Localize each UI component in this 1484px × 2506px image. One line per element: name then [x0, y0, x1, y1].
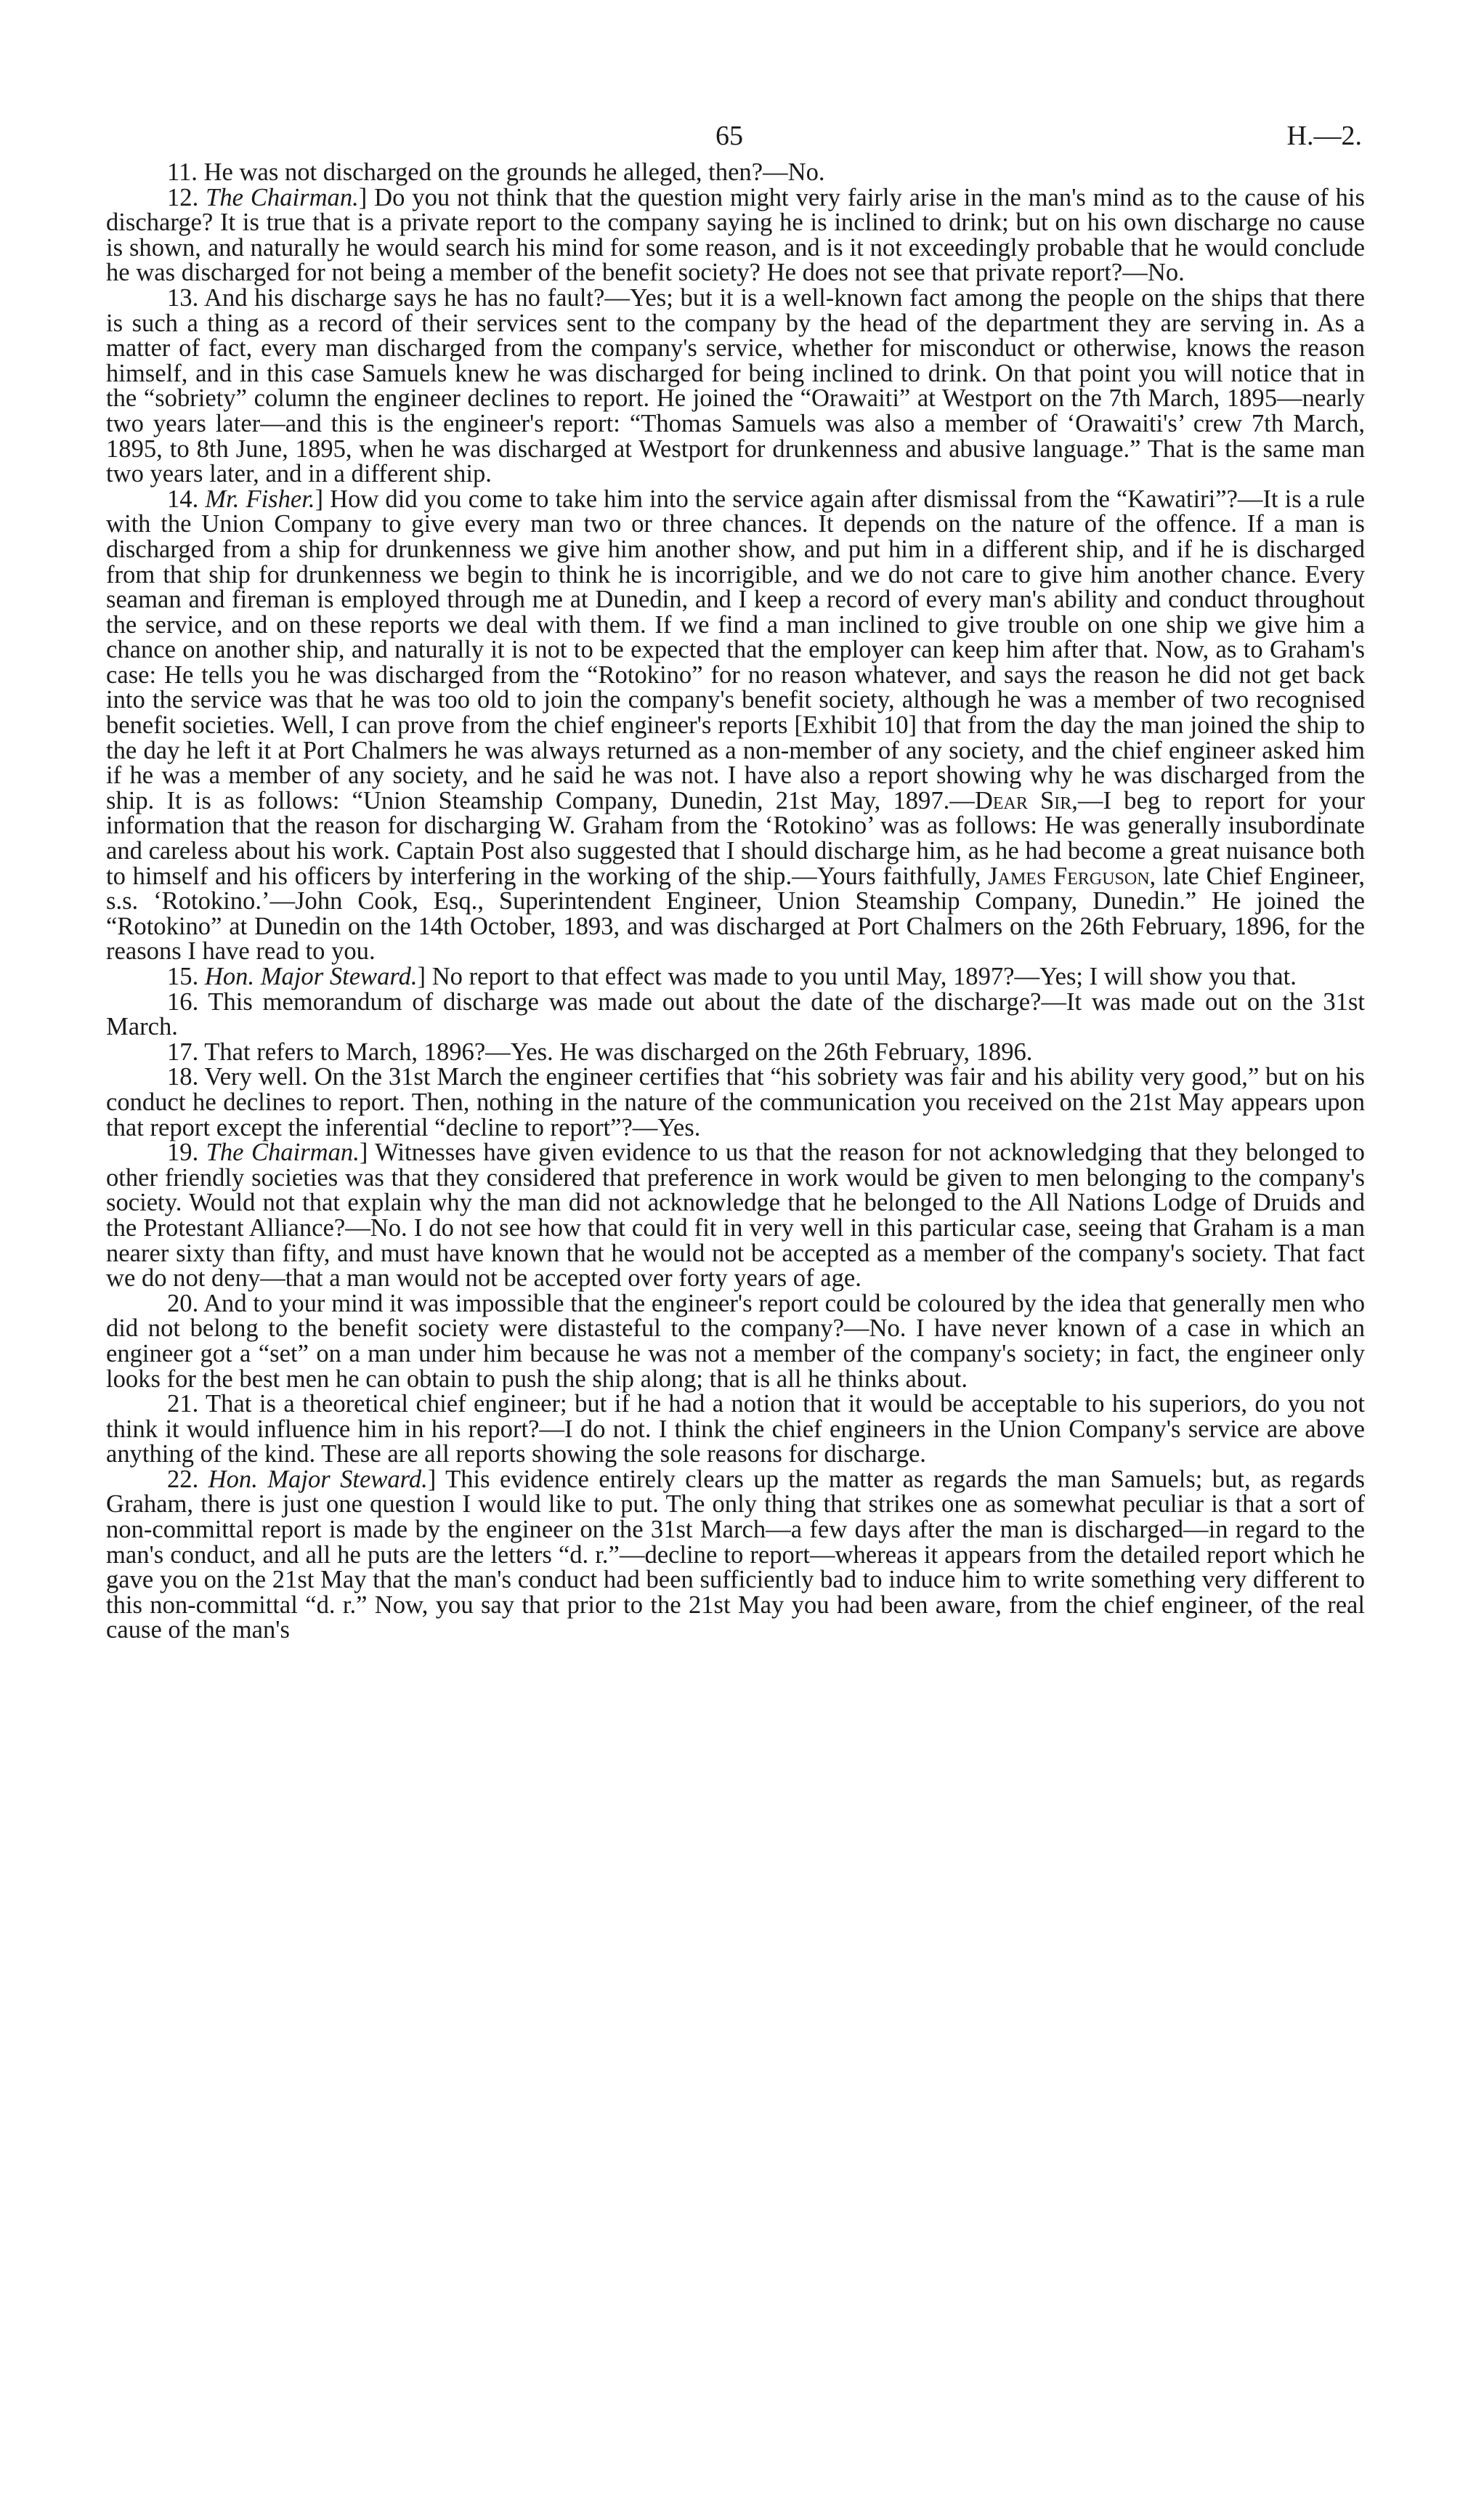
question-19: 19. The Chairman.] Witnesses have given evidence to us that the reason for not acknowledging that they belonged to other friendly societies was that they considered that preference in work would be given to men belonging to the company's society. Would not that explain why the man did not acknowledge that he belonged to the All Nations Lodge of Druids and the Protestant Alliance?—No. I do not see how that could fit in very well in this particular case, seeing that Graham is a man nearer sixty than fifty, and must have known that he would not be accepted as a member of the company's society. That fact we do not deny—that a man would not be accepted over forty years of age.: [106, 1139, 1365, 1293]
speaker-name: Hon. Major Steward.: [208, 1465, 428, 1493]
speaker-name: Hon. Major Steward.: [204, 963, 418, 990]
question-11: 11. He was not discharged on the grounds he alleged, then?—No.: [167, 158, 825, 186]
question-16: 16. This memorandum of discharge was made out about the date of the discharge?—It was made out on the 31st March.: [106, 987, 1365, 1041]
question-22: 22. Hon. Major Steward.] This evidence entirely clears up the matter as regards the man Samuels; but, as regards Graham, there is just one question I would like to put. The only thing that strikes one as somewhat peculiar is that a sort of non-committal report is made by the engineer on the 31st March—a few days after the man is discharged—in regard to the man's conduct, and all he puts are the letters “d. r.”—decline to report—whereas it appears from the detailed report which he gave you on the 21st May that the man's conduct had been sufficiently bad to induce him to write something very different to this non-committal “d. r.” Now, you say that prior to the 21st May you had been aware, from the chief engineer, of the real cause of the man's: [106, 1465, 1365, 1644]
page-header: [106, 109, 1365, 160]
document-code: H.—2.: [1286, 121, 1362, 151]
letter-signatory: James Ferguson: [988, 862, 1150, 890]
question-12: 12. The Chairman.] Do you not think that the question might very fairly arise in the man's mind as to the cause of his discharge? It is true that is a private report to the company saying he is inclined to drink; but on his own discharge no cause is shown, and naturally he would search his mind for some reason, and is it not exceedingly probable that he would conclude he was discharged for not being a member of the benefit society? He does not see that private report?—No.: [106, 183, 1365, 287]
document-page: [106, 109, 1365, 1643]
question-15: 15. Hon. Major Steward.] No report to that effect was made to you until May, 1897?—Yes; I will show you that.: [167, 963, 1297, 990]
question-21: 21. That is a theoretical chief engineer; but if he had a notion that it would be acceptable to his superiors, do you not think it would influence him in his report?—I do not. I think the chief engineers in the Union Company's service are above anything of the kind. These are all reports showing the sole reasons for discharge.: [106, 1390, 1365, 1468]
speaker-name: The Chairman.: [206, 1139, 360, 1167]
page-number: 65: [715, 121, 743, 151]
speaker-name: The Chairman.: [206, 183, 359, 211]
question-13: 13. And his discharge says he has no fault?—Yes; but it is a well-known fact among the people on the ships that there is such a thing as a record of their services sent to the company by the head of the department they are serving in. As a matter of fact, every man discharged from the company's service, whether for misconduct or otherwise, knows the reason himself, and in this case Samuels knew he was discharged for being inclined to drink. On that point you will notice that in the “sobriety” column the engineer declines to report. He joined the “Orawaiti” at Westport on the 7th March, 1895—nearly two years later—and this is the engineer's report: “Thomas Samuels was also a member of ‘Orawaiti's’ crew 7th March, 1895, to 8th June, 1895, when he was discharged at Westport for drunkenness and abusive language.” That is the same man two years later, and in a different ship.: [106, 283, 1365, 488]
speaker-name: Mr. Fisher.: [205, 485, 315, 513]
question-18: 18. Very well. On the 31st March the engineer certifies that “his sobriety was fair and his ability very good,” but on his conduct he declines to report. Then, nothing in the nature of the communication you received on the 21st May appears upon that report except the inferential “decline to report”?—Yes.: [106, 1063, 1365, 1141]
question-17: 17. That refers to March, 1896?—Yes. He was discharged on the 26th February, 1896.: [167, 1038, 1033, 1066]
letter-salutation: Dear Sir: [974, 786, 1072, 815]
question-20: 20. And to your mind it was impossible that the engineer's report could be coloured by the idea that generally men who did not belong to the benefit society were distasteful to the company?—No. I have never known of a case in which an engineer got a “set” on a man under him because he was not a member of the company's society; in fact, the engineer only looks for the best men he can obtain to push the ship along; that is all he thinks about.: [106, 1289, 1365, 1393]
question-14: 14. Mr. Fisher.] How did you come to take him into the service again after dismissal from the “Kawatiri”?—It is a rule with the Union Company to give every man two or three chances. It depends on the nature of the offence. If a man is discharged from a ship for drunkenness we give him another show, and put him in a different ship, and if he is discharged from that ship for drunkenness we begin to think he is incorrigible, and we do not care to give him another chance. Every seaman and fireman is employed through me at Dunedin, and I keep a record of every man's ability and conduct throughout the service, and on these reports we deal with them. If we find a man inclined to give trouble on one ship we give him a chance on another ship, and naturally it is not to be expected that the employer can keep him after that. Now, as to Graham's case: He tells you he was discharged from the “Rotokino” for no reason whatever, and says the reason he did not get back into the service was that he was too old to join the company's benefit society, although he was a member of two recognised benefit societies. Well, I can prove from the chief engineer's reports [Exhibit 10] that from the day the man joined the ship to the day he left it at Port Chalmers he was always returned as a non-member of any society, and the chief engineer asked him if he was a member of any society, and he said he was not. I have also a report showing why he was discharged from the ship. It is as follows: “Union Steamship Company, Dunedin, 21st May, 1897.—Dear Sir,—I beg to report for your information that the reason for discharging W. Graham from the ‘Rotokino’ was as follows: He was generally insubordinate and careless about his work. Captain Post also suggested that I should discharge him, as he had become a great nuisance both to himself and his officers by interfering in the working of the ship.—Yours faithfully, James Ferguson, late Chief Engineer, s.s. ‘Rotokino.’—John Cook, Esq., Superintendent Engineer, Union Steamship Company, Dunedin.” He joined the “Rotokino” at Dunedin on the 14th October, 1893, and was discharged at Port Chalmers on the 26th February, 1896, for the reasons I have read to you.: [106, 485, 1365, 966]
